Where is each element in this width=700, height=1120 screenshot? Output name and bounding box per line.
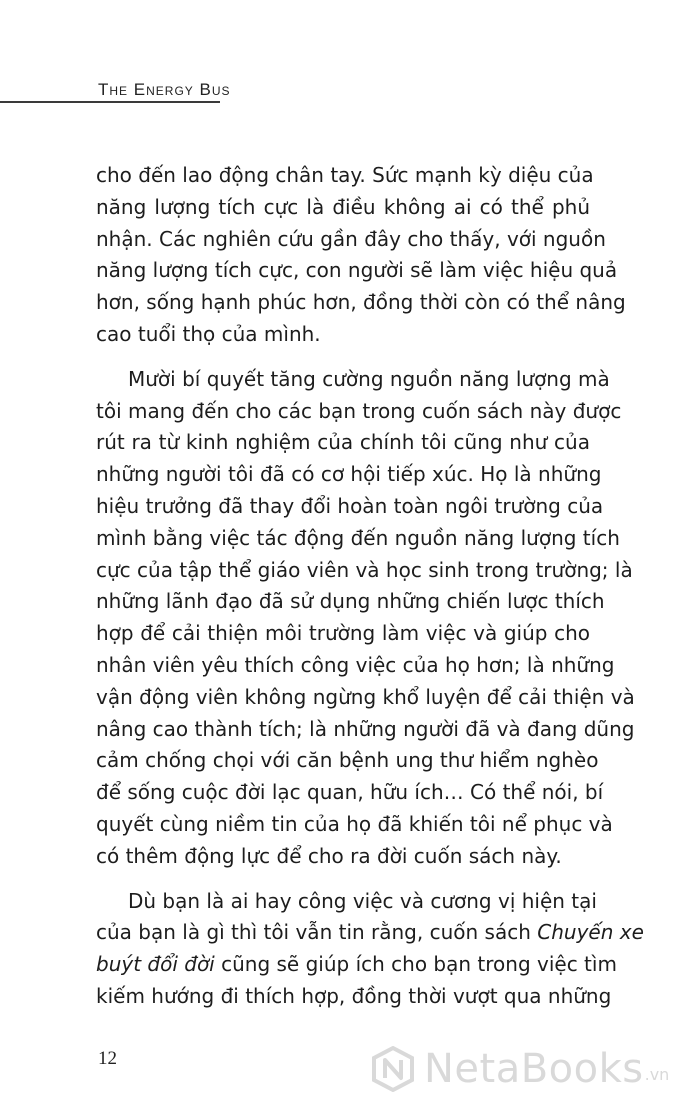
watermark-brand: NetaBooks xyxy=(424,1046,644,1092)
body-text xyxy=(96,160,644,1026)
text-line: hơn, sống hạnh phúc hơn, đồng thời còn có thể nâng xyxy=(96,290,626,315)
text-line: những lãnh đạo đã sử dụng những chiến lược thích xyxy=(96,589,605,614)
text-line xyxy=(96,949,617,981)
header-rule xyxy=(0,101,220,103)
paragraph-2 xyxy=(96,364,635,873)
text-line: Dù bạn là ai hay công việc và cương vị hiện tại xyxy=(128,888,597,913)
text-line: kiếm hướng đi thích hợp, đồng thời vượt qua những xyxy=(96,983,612,1008)
paragraph-3 xyxy=(96,886,644,1013)
paragraph-1 xyxy=(96,160,626,351)
text-line: tôi mang đến cho các bạn trong cuốn sách này được xyxy=(96,398,622,423)
page-number: 12 xyxy=(98,1048,117,1069)
text-line: nâng cao thành tích; là những người đã và đang dũng xyxy=(96,716,635,741)
text-line: nhân viên yêu thích công việc của họ hơn; là những xyxy=(96,652,615,677)
text-line: năng lượng tích cực là điều không ai có thể phủ xyxy=(96,194,590,219)
text-line: nhận. Các nghiên cứu gần đây cho thấy, với nguồn xyxy=(96,226,606,251)
text-line: có thêm động lực để cho ra đời cuốn sách này. xyxy=(96,843,562,868)
watermark xyxy=(370,1044,669,1094)
text-line: hiệu trưởng đã thay đổi hoàn toàn ngôi trường của xyxy=(96,493,604,518)
watermark-suffix: .vn xyxy=(644,1065,670,1084)
n-hexagon-logo-icon xyxy=(370,1046,416,1092)
text-line: cực của tập thể giáo viên và học sinh trong trường; là xyxy=(96,557,633,582)
running-head-title: The Energy Bus xyxy=(98,80,231,99)
text-line: cao tuổi thọ của mình. xyxy=(96,321,321,346)
text-line: rút ra từ kinh nghiệm của chính tôi cũng như của xyxy=(96,430,590,455)
text-run: của bạn là gì thì tôi vẫn tin rằng, cuốn sách xyxy=(96,920,538,945)
book-title-italic: Chuyến xe xyxy=(537,920,644,945)
text-line: hợp để cải thiện môi trường làm việc và giúp cho xyxy=(96,621,590,646)
book-title-italic: buýt đổi đời xyxy=(96,952,215,977)
text-line xyxy=(96,917,644,949)
text-line: Mười bí quyết tăng cường nguồn năng lượng mà xyxy=(128,366,610,391)
text-line: năng lượng tích cực, con người sẽ làm việc hiệu quả xyxy=(96,258,618,283)
text-line: mình bằng việc tác động đến nguồn năng lượng tích xyxy=(96,525,620,550)
text-line: cảm chống chọi với căn bệnh ung thư hiểm nghèo xyxy=(96,748,599,773)
text-line: cho đến lao động chân tay. Sức mạnh kỳ diệu của xyxy=(96,163,594,187)
text-line: những người tôi đã có cơ hội tiếp xúc. Họ là những xyxy=(96,462,602,487)
text-line: quyết cùng niềm tin của họ đã khiến tôi nể phục và xyxy=(96,811,613,836)
text-run: cũng sẽ giúp ích cho bạn trong việc tìm xyxy=(214,952,617,977)
text-line: để sống cuộc đời lạc quan, hữu ích… Có thể nói, bí xyxy=(96,780,604,805)
text-line: vận động viên không ngừng khổ luyện để cải thiện và xyxy=(96,684,635,709)
